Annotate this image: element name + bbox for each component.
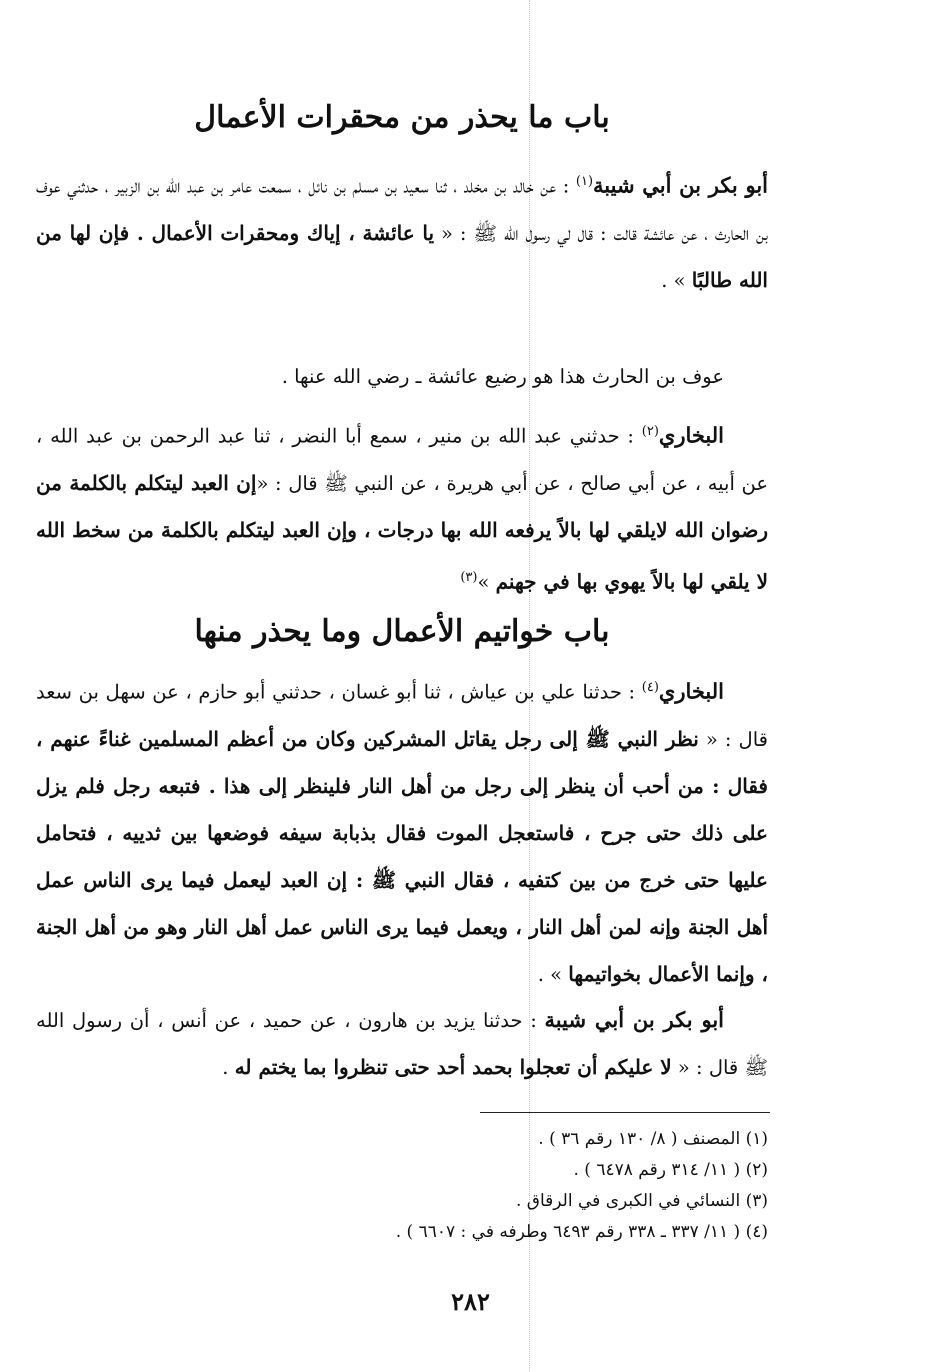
- section-heading-2: [36, 610, 768, 654]
- isnad-text-3: : حدثنا علي بن عياش ، ثنا أبو غسان ، حدثني أبو حازم ، عن سهل بن سعد قال : «: [36, 680, 768, 751]
- quote-close-2: »: [477, 570, 496, 593]
- narrator-name: أبو بكر بن أبي شيبة: [593, 172, 769, 198]
- hadith-matn-3: نظر النبي ﷺ إلى رجل يقاتل المشركين وكان من أعظم المسلمين غناءً عنهم ، فقال : من أحب أن ينظر إلى رجل من أهل النار فلينظر إلى هذا . فتبعه رجل فلم يزل على ذلك حتى جرح ، فاستعجل الموت فقال بذبابة سيفه فوضعها بين ثدييه ، فتحامل عليها حتى خرج من بين كتفيه ، فقال النبي ﷺ : إن العبد ليعمل فيما يرى الناس عمل أهل الجنة وإنه لمن أهل النار ، ويعمل فيما يرى الناس عمل أهل النار وهو من أهل الجنة ، وإنما الأعمال بخواتيمها: [36, 726, 768, 986]
- quote-close: » .: [661, 268, 692, 292]
- footnote-4: (٤) ( ١١/ ٣٣٧ ـ ٣٣٨ رقم ٦٤٩٣ وطرفه في : ٦٦٠٧ ) .: [395, 1222, 768, 1242]
- paragraph-1: [36, 158, 768, 304]
- section-heading-1: [36, 96, 768, 140]
- quote-close-3: » .: [537, 962, 569, 986]
- heading-final-deeds: باب خواتيم الأعمال وما يحذر منها: [194, 614, 610, 649]
- narrator-bukhari-2: البخاري: [658, 678, 724, 704]
- hadith-anas: [36, 996, 768, 1091]
- narrator-bukhari: البخاري: [658, 422, 724, 448]
- note-awf: عوف بن الحارث هذا هو رضيع عائشة ـ رضي الله عنها .: [281, 365, 724, 388]
- footnote-ref-3: (٣): [460, 569, 478, 585]
- footnote-ref-2: (٢): [641, 424, 659, 439]
- footnote-divider: [480, 1112, 770, 1113]
- paragraph-3: [36, 664, 768, 998]
- hadith-matn-4: لا عليكم أن تعجلوا بحمد أحد حتى تنظروا بما يختم له: [234, 1055, 672, 1079]
- quote-close-4: .: [222, 1056, 235, 1079]
- paragraph-2: [36, 408, 768, 605]
- footnote-3: (٣) النسائي في الكبرى في الرقاق .: [516, 1191, 768, 1211]
- narrator-ibn-abi-shayba: أبو بكر بن أبي شيبة: [544, 1007, 724, 1032]
- footnote-1: (١) المصنف ( ٨/ ١٣٠ رقم ٣٦ ) .: [538, 1129, 768, 1149]
- hadith-matn: يا عائشة ، إياك ومحقرات الأعمال . فإن لها من الله طالبًا: [36, 220, 768, 292]
- footnote-2: (٢) ( ١١/ ٣١٤ رقم ٦٤٧٨ ) .: [573, 1160, 768, 1180]
- isnad-text: : عن خالد بن مخلد ، ثنا سعيد بن مسلم بن نائل ، سمعت عامر بن عبد الله بن الزبير ، حدثني عوف بن الحارث ، عن عائشة قالت : قال لي رسول الله ﷺ : «: [36, 174, 768, 245]
- footnote-ref-4: (٤): [641, 680, 659, 695]
- isnad-text-4: : حدثنا يزيد بن هارون ، عن حميد ، عن أنس ، أن رسول الله ﷺ قال : «: [36, 1009, 768, 1079]
- hadith-abu-hurayra: [36, 408, 768, 605]
- paragraph-4: [36, 996, 768, 1091]
- hadith-matn-2: إن العبد ليتكلم بالكلمة من رضوان الله لايلقي لها بالاً يرفعه الله بها درجات ، وإن العبد ليتكلم بالكلمة من سخط الله لا يلقي لها بالاً يهوي بها في جهنم: [36, 470, 768, 593]
- isnad-text-2: : حدثني عبد الله بن منير ، سمع أبا النضر ، ثنا عبد الرحمن بن عبد الله ، عن أبيه ، عن أبي صالح ، عن أبي هريرة ، عن النبي ﷺ قال : «: [36, 424, 768, 495]
- footnote-ref-1: (١): [575, 174, 594, 189]
- footnotes: [200, 1124, 768, 1248]
- page-number: ٢٨٢: [451, 1287, 490, 1316]
- heading-trivial-deeds: باب ما يحذر من محقرات الأعمال: [194, 100, 610, 135]
- hadith-aisha: [36, 158, 768, 304]
- commentary-note: [36, 354, 768, 400]
- hadith-sahl: [36, 664, 768, 998]
